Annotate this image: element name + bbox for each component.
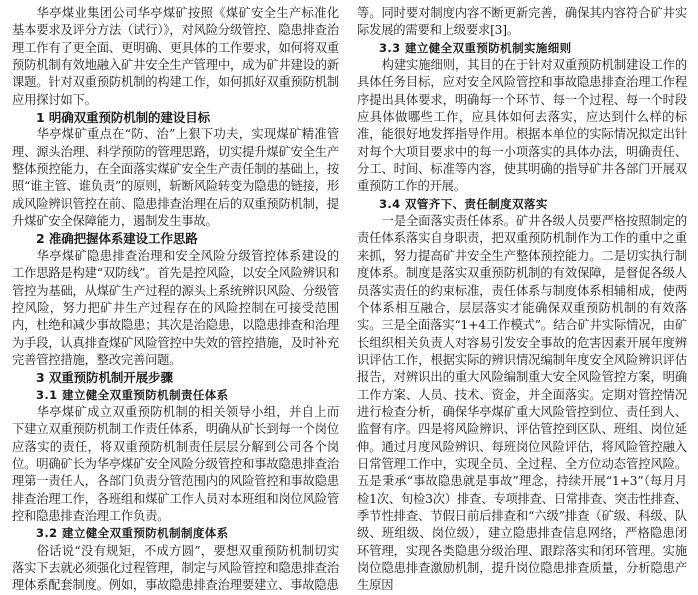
section-3-1-heading: 3.1 建立健全双重预防机制责任体系 bbox=[36, 387, 229, 402]
section-3-3-paragraph: 构建实施细则，其目的在于针对双重预防机制建设工作的具体任务目标，应对安全风险管控和事故隐患排查治理工作程序提出具体要求，明确每一个环节、每一个过程、每一个时段应具体做哪些工作，应具体如何去落实，应达到什么样的标准，能很好地发挥指导作用。根据本单位的实际情况拟定出针对每个大项目要求中的每一小项落实的具体办法，明确责任、分工、时间、标准等内容，使其明确的指导矿井各部门开展双重预防工作的开展。 bbox=[357, 58, 687, 194]
right-column bbox=[357, 5, 687, 595]
section-2-paragraph: 华亭煤矿隐患排查治理和安全风险分级管控体系建设的工作思路是构建“双防线”。首先是控风险，以安全风险辨识和管控为基础，从煤矿生产过程的源头上系统辨识风险、分级管控风险，努力把矿井生产过程存在的风险控制在可接受范围内，杜绝和减少事故隐患；其次是治隐患，以隐患排查和治理为手段，认真排查煤矿风险管控中失效的管控措施，及时补充完善管控措施，整改完善问题。 bbox=[12, 248, 339, 367]
section-3-4-heading: 3.4 双管齐下、责任制度双落实 bbox=[379, 196, 548, 211]
section-3-2-paragraph: 俗话说“没有规矩，不成方圆”，要想双重预防机制切实落实下去就必须强化过程管理，制定与风险管控和隐患排查治理体系配套制度。例如，事故隐患排查治理要建立、事故隐患 bbox=[12, 543, 339, 593]
continued-paragraph: 等。同时要对制度内容不断更新完善，确保其内容符合矿井实际发展的需要和上级要求[3]。 bbox=[357, 6, 687, 38]
section-3-heading: 3 双重预防机制开展步骤 bbox=[36, 370, 173, 386]
section-2-heading: 2 准确把握体系建设工作思路 bbox=[36, 231, 198, 247]
section-3-3-heading: 3.3 建立健全双重预防机制实施细则 bbox=[379, 40, 572, 55]
section-3-2-heading: 3.2 建立健全双重预防机制制度体系 bbox=[36, 526, 229, 541]
intro-paragraph: 华亭煤业集团公司华亭煤矿按照《煤矿安全生产标准化基本要求及评分方法（试行）》，对风险分级管控、隐患排查治理工作有了更全面、更明确、更具体的工作要求，如何将双重预防机制有效地融入矿井安全生产管理中，成为矿井建设的新课题。针对双重预防机制的构建工作，如何抓好双重预防机制应用探讨如下。 bbox=[12, 6, 339, 107]
section-1-paragraph: 华亭煤矿重点在“防、治”上狠下功夫，实现煤矿精准管理、源头治理、科学预防的管理思路，切实提升煤矿安全生产整体预控能力，在全面落实煤矿安全生产责任制的基础上，按照“谁主管、谁负责”的原则，斩断风险转变为隐患的链接，形成风险辨识管控在前、隐患排查治理在后的双重预防机制，提升煤矿安全保障能力，遏制发生事故。 bbox=[12, 127, 339, 229]
left-column bbox=[12, 5, 339, 595]
section-3-4-paragraph: 一是全面落实责任体系。矿井各级人员要严格按照制定的责任体系落实自身职责，把双重预防机制作为工作的重中之重来抓，努力提高矿井安全生产整体预控能力。二是切实执行制度体系。制度是落实双重预防机制的有效保障，是督促各级人员落实责任的约束标准，责任体系与制度体系相辅相成，使两个体系相互融合，层层落实才能确保双重预防机制的有效落实。三是全面落实“1+4工作模式”。结合矿井实际情况，由矿长组织相关负责人对容易引发安全事故的危害因素开展年度辨识评估工作，根据实际的辨识情况编制年度安全风险辨识评估报告，对辨识出的重大风险编制重大安全风险管控方案，明确工作方案、人员、技术、资金，并全面落实。定期对管控情况进行检查分析，确保华亭煤矿重大风险管控到位、责任到人、监督有序。四是将风险辨识、评估管控到区队、班组、岗位延伸。通过月度风险辨识、每班岗位风险评估，将风险管控融入日常管理工作中，实现全员、全过程、全方位动态管控风险。五是秉承“事故隐患就是事故”理念，持续开展“1+3”（每月月检1次、旬检3次）排查、专项排查、日常排查、突击性排查、季节性排查、节假日前后排查和“六级”排查（矿级、科级、队级、班组级、岗位级），建立隐患排查信息网络，严格隐患闭环管理，实现各类隐患分级治理、跟踪落实和闭环管理。实施岗位隐患排查激励机制，提升岗位隐患排查质量，分析隐患产生原因 bbox=[357, 214, 687, 593]
section-3-1-paragraph: 华亭煤矿成立双重预防机制的相关领导小组，并自上而下建立双重预防机制工作责任体系，明确从矿长到每一个岗位应落实的责任，将双重预防机制责任层层分解到公司各个岗位。明确矿长为华亭煤矿安全风险分级管控和事故隐患排查治理第一责任人，各部门负责分管范围内的风险管控和事故隐患排查治理工作，各班组和煤矿工作人员对本班组和岗位风险管控和隐患排查治理工作负责。 bbox=[12, 404, 339, 523]
section-1-heading: 1 明确双重预防机制的建设目标 bbox=[36, 110, 211, 126]
